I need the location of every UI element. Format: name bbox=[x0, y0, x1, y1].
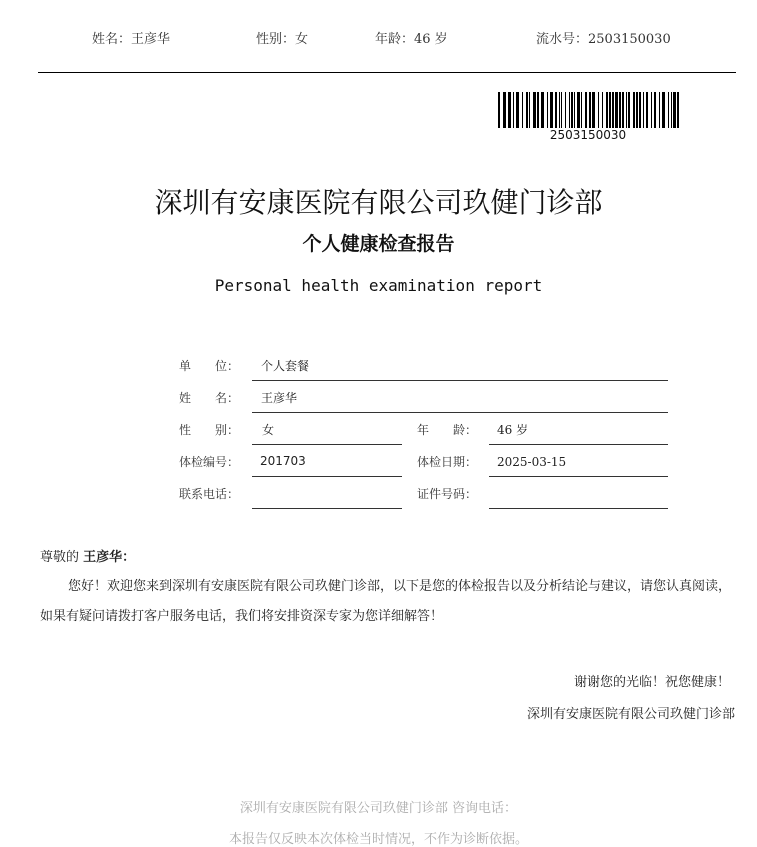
age-value: 46 岁 bbox=[497, 423, 529, 437]
age-label: 年 龄： bbox=[417, 423, 478, 437]
recipient-name: 王彦华： bbox=[83, 550, 136, 565]
name-value: 王彦华 bbox=[261, 391, 298, 405]
unit-value: 个人套餐 bbox=[261, 359, 310, 373]
exam-date-label: 体检日期： bbox=[417, 455, 478, 469]
report-title-english: Personal health examination report bbox=[214, 276, 543, 295]
exam-number-value: 201703 bbox=[260, 454, 306, 468]
header-serial: 流水号：2503150030 bbox=[536, 32, 671, 47]
letter-salutation bbox=[40, 546, 135, 565]
phone-label: 联系电话： bbox=[179, 487, 240, 501]
id-number-underline bbox=[489, 508, 668, 509]
footer-contact: 深圳有安康医院有限公司玖健门诊部 咨询电话： bbox=[239, 801, 518, 816]
report-title: 个人健康检查报告 bbox=[302, 233, 455, 255]
letter-thanks: 谢谢您的光临！祝您健康！ bbox=[573, 675, 730, 690]
unit-label: 单 位： bbox=[179, 359, 240, 373]
letter-body: 您好！欢迎您来到深圳有安康医院有限公司玖健门诊部，以下是您的体检报告以及分析结论与建议，请您认真阅读，如果有疑问请拨打客户服务电话，我们将安排资深专家为您详细解答！ bbox=[40, 579, 732, 624]
name-underline bbox=[252, 412, 668, 413]
organization-title: 深圳有安康医院有限公司玖健门诊部 bbox=[154, 186, 603, 219]
header-divider bbox=[38, 72, 736, 73]
header-name: 姓名：王彦华 bbox=[92, 32, 171, 47]
exam-date-value: 2025-03-15 bbox=[497, 455, 567, 469]
gender-value: 女 bbox=[262, 423, 275, 437]
gender-underline bbox=[252, 444, 402, 445]
header-gender: 性别：女 bbox=[256, 32, 309, 47]
exam-number-underline bbox=[252, 476, 402, 477]
gender-label: 性 别： bbox=[179, 423, 240, 437]
salutation-text: 尊敬的 bbox=[40, 550, 80, 565]
letter-signature: 深圳有安康医院有限公司玖健门诊部 bbox=[526, 707, 735, 722]
unit-underline bbox=[252, 380, 668, 381]
barcode-image bbox=[496, 92, 680, 128]
exam-date-underline bbox=[489, 476, 668, 477]
footer-disclaimer: 本报告仅反映本次体检当时情况，不作为诊断依据。 bbox=[228, 832, 528, 847]
id-number-label: 证件号码： bbox=[417, 487, 478, 501]
name-label: 姓 名： bbox=[179, 391, 240, 405]
barcode-number: 2503150030 bbox=[549, 128, 627, 142]
age-underline bbox=[489, 444, 668, 445]
phone-underline bbox=[252, 508, 402, 509]
exam-number-label: 体检编号： bbox=[179, 455, 240, 469]
header-age: 年龄：46 岁 bbox=[375, 32, 448, 47]
